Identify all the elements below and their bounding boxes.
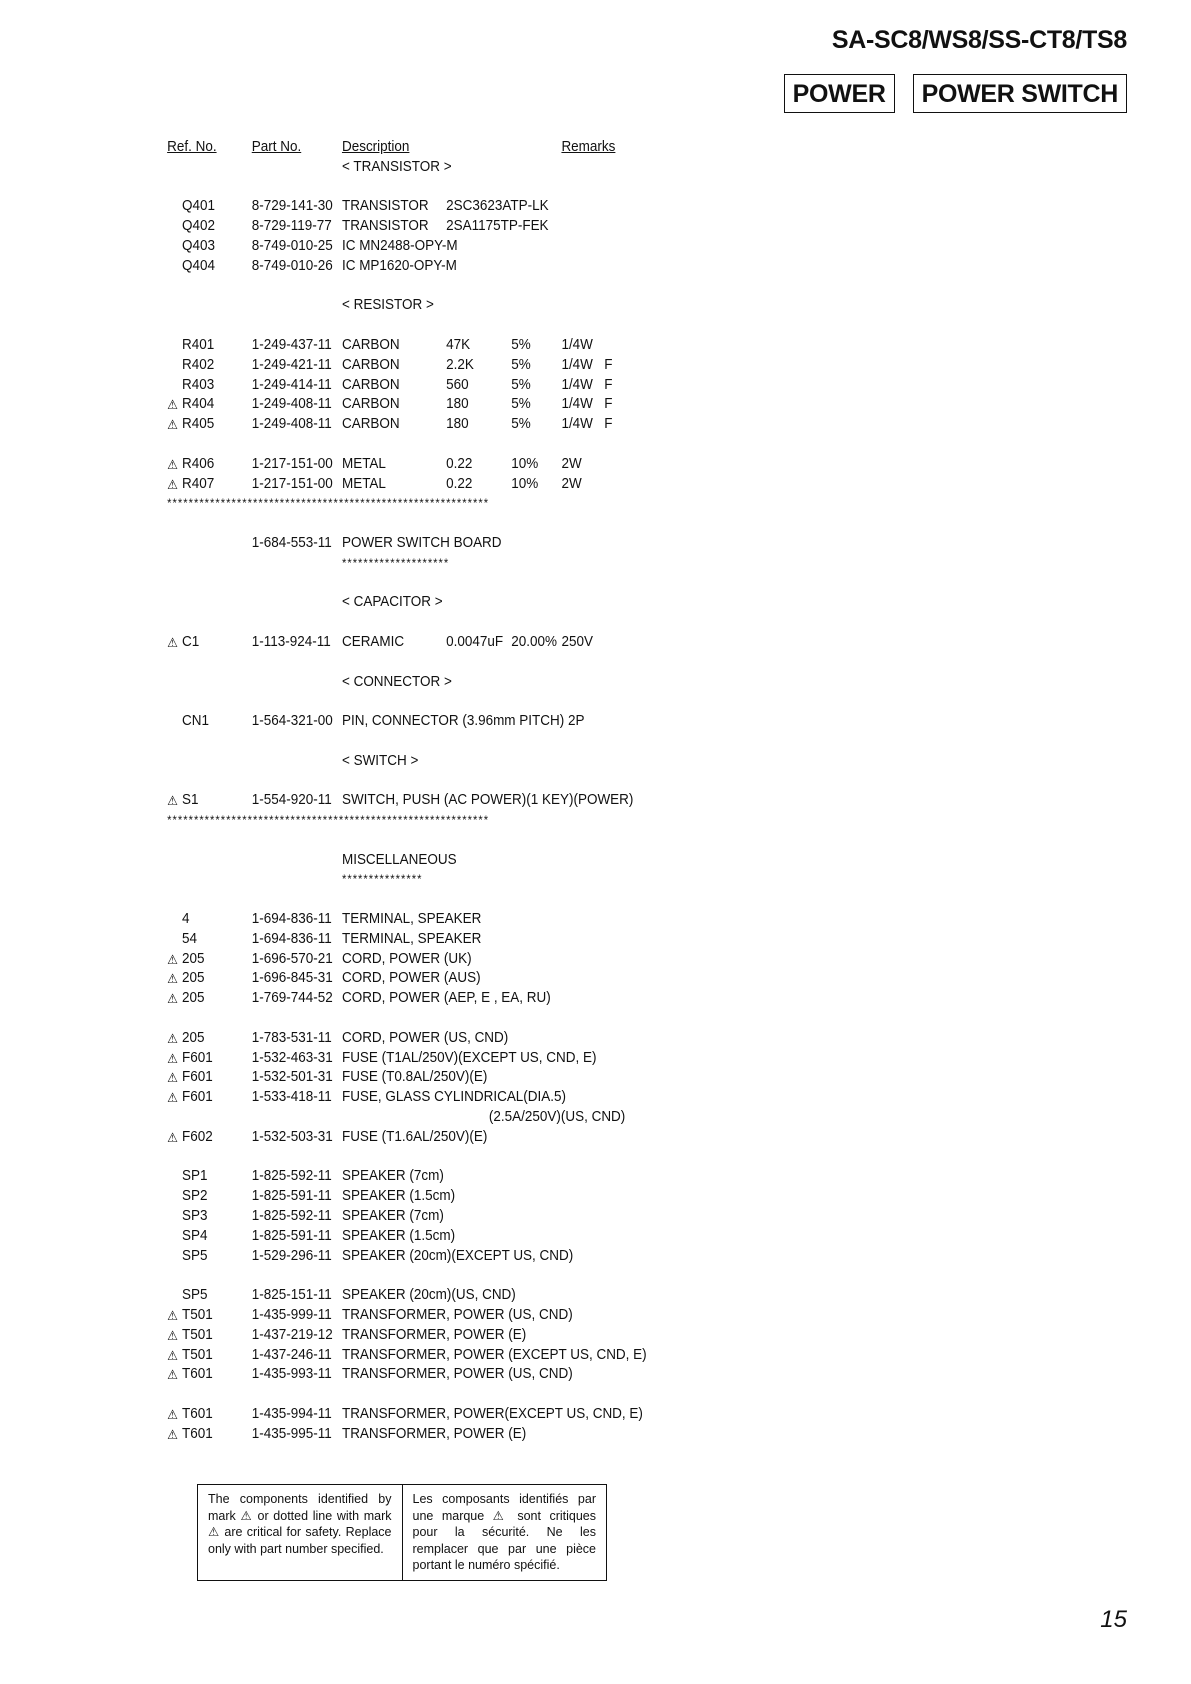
spacer-row: [182, 732, 489, 752]
description: CORD, POWER (US, CND): [341, 1029, 509, 1046]
part-no: 1-769-744-52: [251, 990, 333, 1007]
part-no: 1-249-408-11: [251, 396, 332, 413]
ref-no: S1: [182, 792, 199, 809]
part-no: 1-217-151-00: [251, 455, 333, 472]
part-no: 1-533-418-11: [251, 1089, 332, 1106]
spacer-row: [182, 316, 489, 336]
description: SPEAKER (7cm): [341, 1208, 444, 1225]
part-row: [167, 1306, 573, 1326]
value: 0.22: [446, 475, 473, 492]
section-heading-row: [182, 158, 489, 178]
part-no: 1-696-570-21: [251, 950, 333, 967]
rating: 1/4W: [561, 376, 593, 393]
part-no: 1-696-845-31: [251, 970, 333, 987]
description: FUSE (T0.8AL/250V)(E): [341, 1069, 488, 1086]
description: METAL: [341, 455, 386, 472]
description: TRANSISTOR: [341, 218, 429, 235]
description: CORD, POWER (AEP, E , EA, RU): [341, 990, 551, 1007]
ref-no: R406: [182, 455, 215, 472]
description: PIN, CONNECTOR (3.96mm PITCH) 2P: [341, 713, 585, 730]
continuation-text: (2.5A/250V)(US, CND): [488, 1109, 626, 1126]
ref-no: F602: [182, 1128, 213, 1145]
part-no: 1-532-501-31: [251, 1069, 333, 1086]
part-no: 1-435-993-11: [251, 1366, 332, 1383]
safety-warning-icon: ⚠: [167, 1347, 178, 1363]
spacer-row: [182, 1385, 489, 1405]
parts-rows: [167, 158, 647, 1445]
description: TRANSFORMER, POWER (E): [341, 1326, 527, 1343]
spacer-row: [182, 1148, 489, 1168]
spacer-row: [182, 435, 489, 455]
description: TRANSISTOR: [341, 198, 429, 215]
value: 0.22: [446, 455, 473, 472]
spacer-row: [182, 613, 489, 633]
tolerance: 10%: [511, 475, 539, 492]
spacer-row: [182, 1266, 489, 1286]
part-row: [167, 1049, 597, 1069]
description: CARBON: [341, 416, 400, 433]
ref-no: R404: [182, 396, 215, 413]
value: 560: [446, 376, 469, 393]
ref-no: T501: [182, 1326, 213, 1343]
part-no: 1-825-151-11: [251, 1287, 332, 1304]
column-remarks: Remarks: [561, 139, 616, 155]
part-row: [167, 475, 582, 495]
safety-warning-icon: ⚠: [167, 1367, 178, 1383]
part-row: [182, 336, 593, 356]
description: CARBON: [341, 396, 400, 413]
description: SPEAKER (20cm)(EXCEPT US, CND): [341, 1247, 574, 1264]
stars-text: ********************: [341, 555, 450, 570]
part-row: [182, 930, 489, 950]
ref-no: SP5: [182, 1247, 208, 1264]
part-no: 1-825-591-11: [251, 1227, 332, 1244]
section-heading-row: [182, 752, 489, 772]
spacer-row: [182, 831, 489, 851]
description: TRANSFORMER, POWER (US, CND): [341, 1366, 573, 1383]
part-row: [167, 950, 489, 970]
ref-no: SP1: [182, 1168, 208, 1185]
spacer-row: [182, 277, 489, 297]
description: FUSE (T1AL/250V)(EXCEPT US, CND, E): [341, 1049, 597, 1066]
description: TRANSFORMER, POWER (E): [341, 1425, 527, 1442]
value: 2.2K: [446, 356, 474, 373]
part-row: [182, 712, 585, 732]
safety-warning-icon: ⚠: [167, 1030, 178, 1046]
part-row: [182, 257, 489, 277]
description: IC MP1620-OPY-M: [341, 257, 457, 274]
value: 2SA1175TP-FEK: [446, 218, 549, 235]
rating: 2W: [561, 475, 582, 492]
ref-no: T601: [182, 1425, 213, 1442]
spacer-row: [182, 1009, 489, 1029]
part-row: [182, 197, 549, 217]
part-row: [167, 633, 593, 653]
part-no: 1-783-531-11: [251, 1029, 332, 1046]
part-row: [167, 415, 613, 435]
ref-no: Q403: [182, 237, 216, 254]
stars-text: ***************: [341, 872, 423, 887]
section-heading: < RESISTOR >: [341, 297, 434, 314]
description: METAL: [341, 475, 386, 492]
part-row: [182, 237, 489, 257]
safety-warning-icon: ⚠: [167, 991, 178, 1007]
safety-notice: [197, 1484, 607, 1581]
rating: 1/4W: [561, 396, 593, 413]
safety-warning-icon: ⚠: [167, 634, 178, 650]
ref-no: SP3: [182, 1208, 208, 1225]
separator-stars: ************************************************************: [167, 496, 490, 511]
tolerance: 5%: [511, 336, 531, 353]
part-row: [167, 1365, 573, 1385]
part-row: [182, 1286, 516, 1306]
section-tabs: [784, 74, 1127, 113]
part-row: [182, 910, 489, 930]
part-no: 1-249-437-11: [251, 336, 332, 353]
rating: 250V: [561, 633, 593, 650]
part-row: [167, 1346, 647, 1366]
description: SPEAKER (1.5cm): [341, 1227, 456, 1244]
value: 0.0047uF: [446, 633, 504, 650]
remark-flag: F: [604, 356, 613, 373]
description: TERMINAL, SPEAKER: [341, 911, 482, 928]
safety-warning-icon: ⚠: [167, 456, 178, 472]
part-no: 1-554-920-11: [251, 792, 332, 809]
part-row: [167, 1425, 527, 1445]
part-no: 1-437-219-12: [251, 1326, 333, 1343]
column-ref-no: Ref. No.: [167, 139, 217, 155]
part-no: 1-437-246-11: [251, 1346, 332, 1363]
part-no: 1-532-463-31: [251, 1049, 333, 1066]
part-row: [167, 1326, 527, 1346]
part-row: [167, 395, 613, 415]
tolerance: 5%: [511, 416, 531, 433]
description: CORD, POWER (UK): [341, 950, 472, 967]
part-no: 8-729-141-30: [251, 198, 333, 215]
spacer-row: [182, 692, 489, 712]
part-row: [182, 217, 549, 237]
safety-notice-english: The components identified by mark ⚠ or dotted line with mark ⚠ are critical for safety. Replace only with part number specified.: [208, 1492, 392, 1556]
part-row: [182, 1167, 489, 1187]
heading-underline-stars: [182, 554, 489, 574]
ref-no: F601: [182, 1049, 213, 1066]
ref-no: F601: [182, 1069, 213, 1086]
ref-no: CN1: [182, 713, 209, 730]
ref-no: SP2: [182, 1188, 208, 1205]
part-row: [167, 1405, 643, 1425]
safety-warning-icon: ⚠: [167, 1090, 178, 1106]
description: CARBON: [341, 356, 400, 373]
part-no: 1-825-592-11: [251, 1208, 332, 1225]
part-no: 1-825-592-11: [251, 1168, 332, 1185]
safety-notice-french: Les composants identifiés par une marque ⚠ sont critiques pour la sécurité. Ne les remplacer que par une pièce portant le numéro spécifié.: [402, 1485, 607, 1580]
ref-no: 205: [182, 970, 205, 987]
safety-warning-icon: ⚠: [167, 1070, 178, 1086]
tolerance: 5%: [511, 396, 531, 413]
part-no: 1-249-414-11: [251, 376, 332, 393]
description: CERAMIC: [341, 633, 405, 650]
part-row: [182, 1247, 574, 1267]
description: FUSE, GLASS CYLINDRICAL(DIA.5): [341, 1089, 567, 1106]
part-row: [182, 1227, 489, 1247]
spacer-row: [182, 772, 489, 792]
part-row: [167, 1128, 489, 1148]
part-no: 1-249-421-11: [251, 356, 332, 373]
tolerance: 5%: [511, 376, 531, 393]
ref-no: 205: [182, 1029, 205, 1046]
part-no: 1-217-151-00: [251, 475, 333, 492]
part-no: 1-529-296-11: [251, 1247, 332, 1264]
value: 47K: [446, 336, 471, 353]
part-no: 1-532-503-31: [251, 1128, 333, 1145]
tolerance: 20.00%: [511, 633, 557, 650]
part-no: 1-249-408-11: [251, 416, 332, 433]
description: FUSE (T1.6AL/250V)(E): [341, 1128, 488, 1145]
ref-no: 4: [182, 911, 190, 928]
spacer-row: [182, 890, 489, 910]
part-row: [182, 1207, 489, 1227]
ref-no: T501: [182, 1346, 213, 1363]
safety-warning-icon: ⚠: [167, 971, 178, 987]
remark-flag: F: [604, 416, 613, 433]
spacer-row: [182, 653, 489, 673]
ref-no: 205: [182, 990, 205, 1007]
section-heading: < SWITCH >: [341, 752, 419, 769]
part-row: [182, 534, 502, 554]
ref-no: SP4: [182, 1227, 208, 1244]
part-no: 1-435-999-11: [251, 1307, 332, 1324]
column-part-no: Part No.: [251, 139, 302, 155]
ref-no: SP5: [182, 1287, 208, 1304]
part-no: 1-113-924-11: [251, 633, 331, 650]
safety-warning-icon: ⚠: [167, 397, 178, 413]
part-row: [182, 1187, 489, 1207]
ref-no: Q404: [182, 257, 216, 274]
section-heading: < TRANSISTOR >: [341, 158, 452, 175]
ref-no: R403: [182, 376, 215, 393]
safety-warning-icon: ⚠: [167, 1050, 178, 1066]
rating: 1/4W: [561, 416, 593, 433]
safety-warning-icon: ⚠: [167, 417, 178, 433]
section-heading-row: [182, 673, 489, 693]
model-title: SA-SC8/WS8/SS-CT8/TS8: [831, 26, 1127, 54]
part-row: [167, 455, 582, 475]
tab-power-switch: POWER SWITCH: [913, 74, 1127, 113]
value: 180: [446, 396, 469, 413]
remark-flag: F: [604, 396, 613, 413]
description: TRANSFORMER, POWER (EXCEPT US, CND, E): [341, 1346, 647, 1363]
ref-no: Q402: [182, 218, 216, 235]
part-no: 1-825-591-11: [251, 1188, 332, 1205]
section-heading-row: [182, 851, 489, 871]
safety-warning-icon: ⚠: [167, 951, 178, 967]
part-no: 8-749-010-25: [251, 237, 333, 254]
ref-no: R407: [182, 475, 215, 492]
tolerance: 5%: [511, 356, 531, 373]
ref-no: T501: [182, 1307, 213, 1324]
tab-power: POWER: [784, 74, 895, 113]
continuation-row: [182, 1108, 626, 1128]
ref-no: 54: [182, 930, 198, 947]
section-heading: < CAPACITOR >: [341, 594, 443, 611]
description: SWITCH, PUSH (AC POWER)(1 KEY)(POWER): [341, 792, 634, 809]
description: SPEAKER (1.5cm): [341, 1188, 456, 1205]
description: SPEAKER (20cm)(US, CND): [341, 1287, 516, 1304]
remark-flag: F: [604, 376, 613, 393]
spacer-row: [182, 574, 489, 594]
part-no: 1-564-321-00: [251, 713, 333, 730]
description: TERMINAL, SPEAKER: [341, 930, 482, 947]
ref-no: 205: [182, 950, 205, 967]
heading-underline-stars: [182, 870, 489, 890]
ref-no: T601: [182, 1366, 213, 1383]
safety-warning-icon: ⚠: [167, 1327, 178, 1343]
part-no: 1-694-836-11: [251, 911, 332, 928]
part-no: 1-435-994-11: [251, 1406, 332, 1422]
part-no: 8-749-010-26: [251, 257, 333, 274]
part-row: [167, 969, 489, 989]
safety-warning-icon: ⚠: [167, 1129, 178, 1145]
column-description: Description: [341, 139, 410, 155]
safety-warning-icon: ⚠: [167, 476, 178, 492]
parts-list: [167, 138, 647, 1445]
part-row: [182, 356, 613, 376]
separator-stars: ************************************************************: [167, 813, 490, 828]
section-heading-row: [182, 593, 489, 613]
spacer-row: [182, 178, 489, 198]
safety-warning-icon: ⚠: [167, 1308, 178, 1324]
safety-warning-icon: ⚠: [167, 1407, 178, 1422]
section-heading-row: [182, 296, 489, 316]
part-no: 1-435-995-11: [251, 1425, 332, 1442]
ref-no: F601: [182, 1089, 213, 1106]
safety-warning-icon: ⚠: [167, 793, 178, 809]
rating: 2W: [561, 455, 582, 472]
section-heading: < CONNECTOR >: [341, 673, 452, 690]
tolerance: 10%: [511, 455, 539, 472]
ref-no: C1: [182, 633, 200, 650]
part-row: [167, 989, 551, 1009]
description: POWER SWITCH BOARD: [341, 534, 502, 551]
value: 2SC3623ATP-LK: [446, 198, 549, 215]
section-heading: MISCELLANEOUS: [341, 851, 457, 868]
part-row: [167, 1029, 509, 1049]
description: IC MN2488-OPY-M: [341, 237, 458, 254]
spacer-row: [182, 514, 489, 534]
ref-no: R405: [182, 416, 215, 433]
column-header-row: [167, 138, 616, 158]
value: 180: [446, 416, 469, 433]
description: CARBON: [341, 336, 400, 353]
description: TRANSFORMER, POWER(EXCEPT US, CND, E): [341, 1406, 643, 1422]
part-no: 1-694-836-11: [251, 930, 332, 947]
description: TRANSFORMER, POWER (US, CND): [341, 1307, 573, 1324]
description: CORD, POWER (AUS): [341, 970, 481, 987]
description: SPEAKER (7cm): [341, 1168, 444, 1185]
part-row: [167, 1068, 489, 1088]
part-no: 1-684-553-11: [251, 534, 332, 551]
ref-no: R401: [182, 336, 215, 353]
ref-no: Q401: [182, 198, 216, 215]
ref-no: T601: [182, 1406, 213, 1422]
part-no: 8-729-119-77: [251, 218, 332, 235]
page-number: 15: [1100, 1606, 1127, 1633]
part-row: [167, 1088, 567, 1108]
rating: 1/4W: [561, 336, 593, 353]
rating: 1/4W: [561, 356, 593, 373]
part-row: [182, 376, 613, 396]
part-row: [167, 791, 634, 811]
description: CARBON: [341, 376, 400, 393]
ref-no: R402: [182, 356, 215, 373]
safety-warning-icon: ⚠: [167, 1426, 178, 1442]
